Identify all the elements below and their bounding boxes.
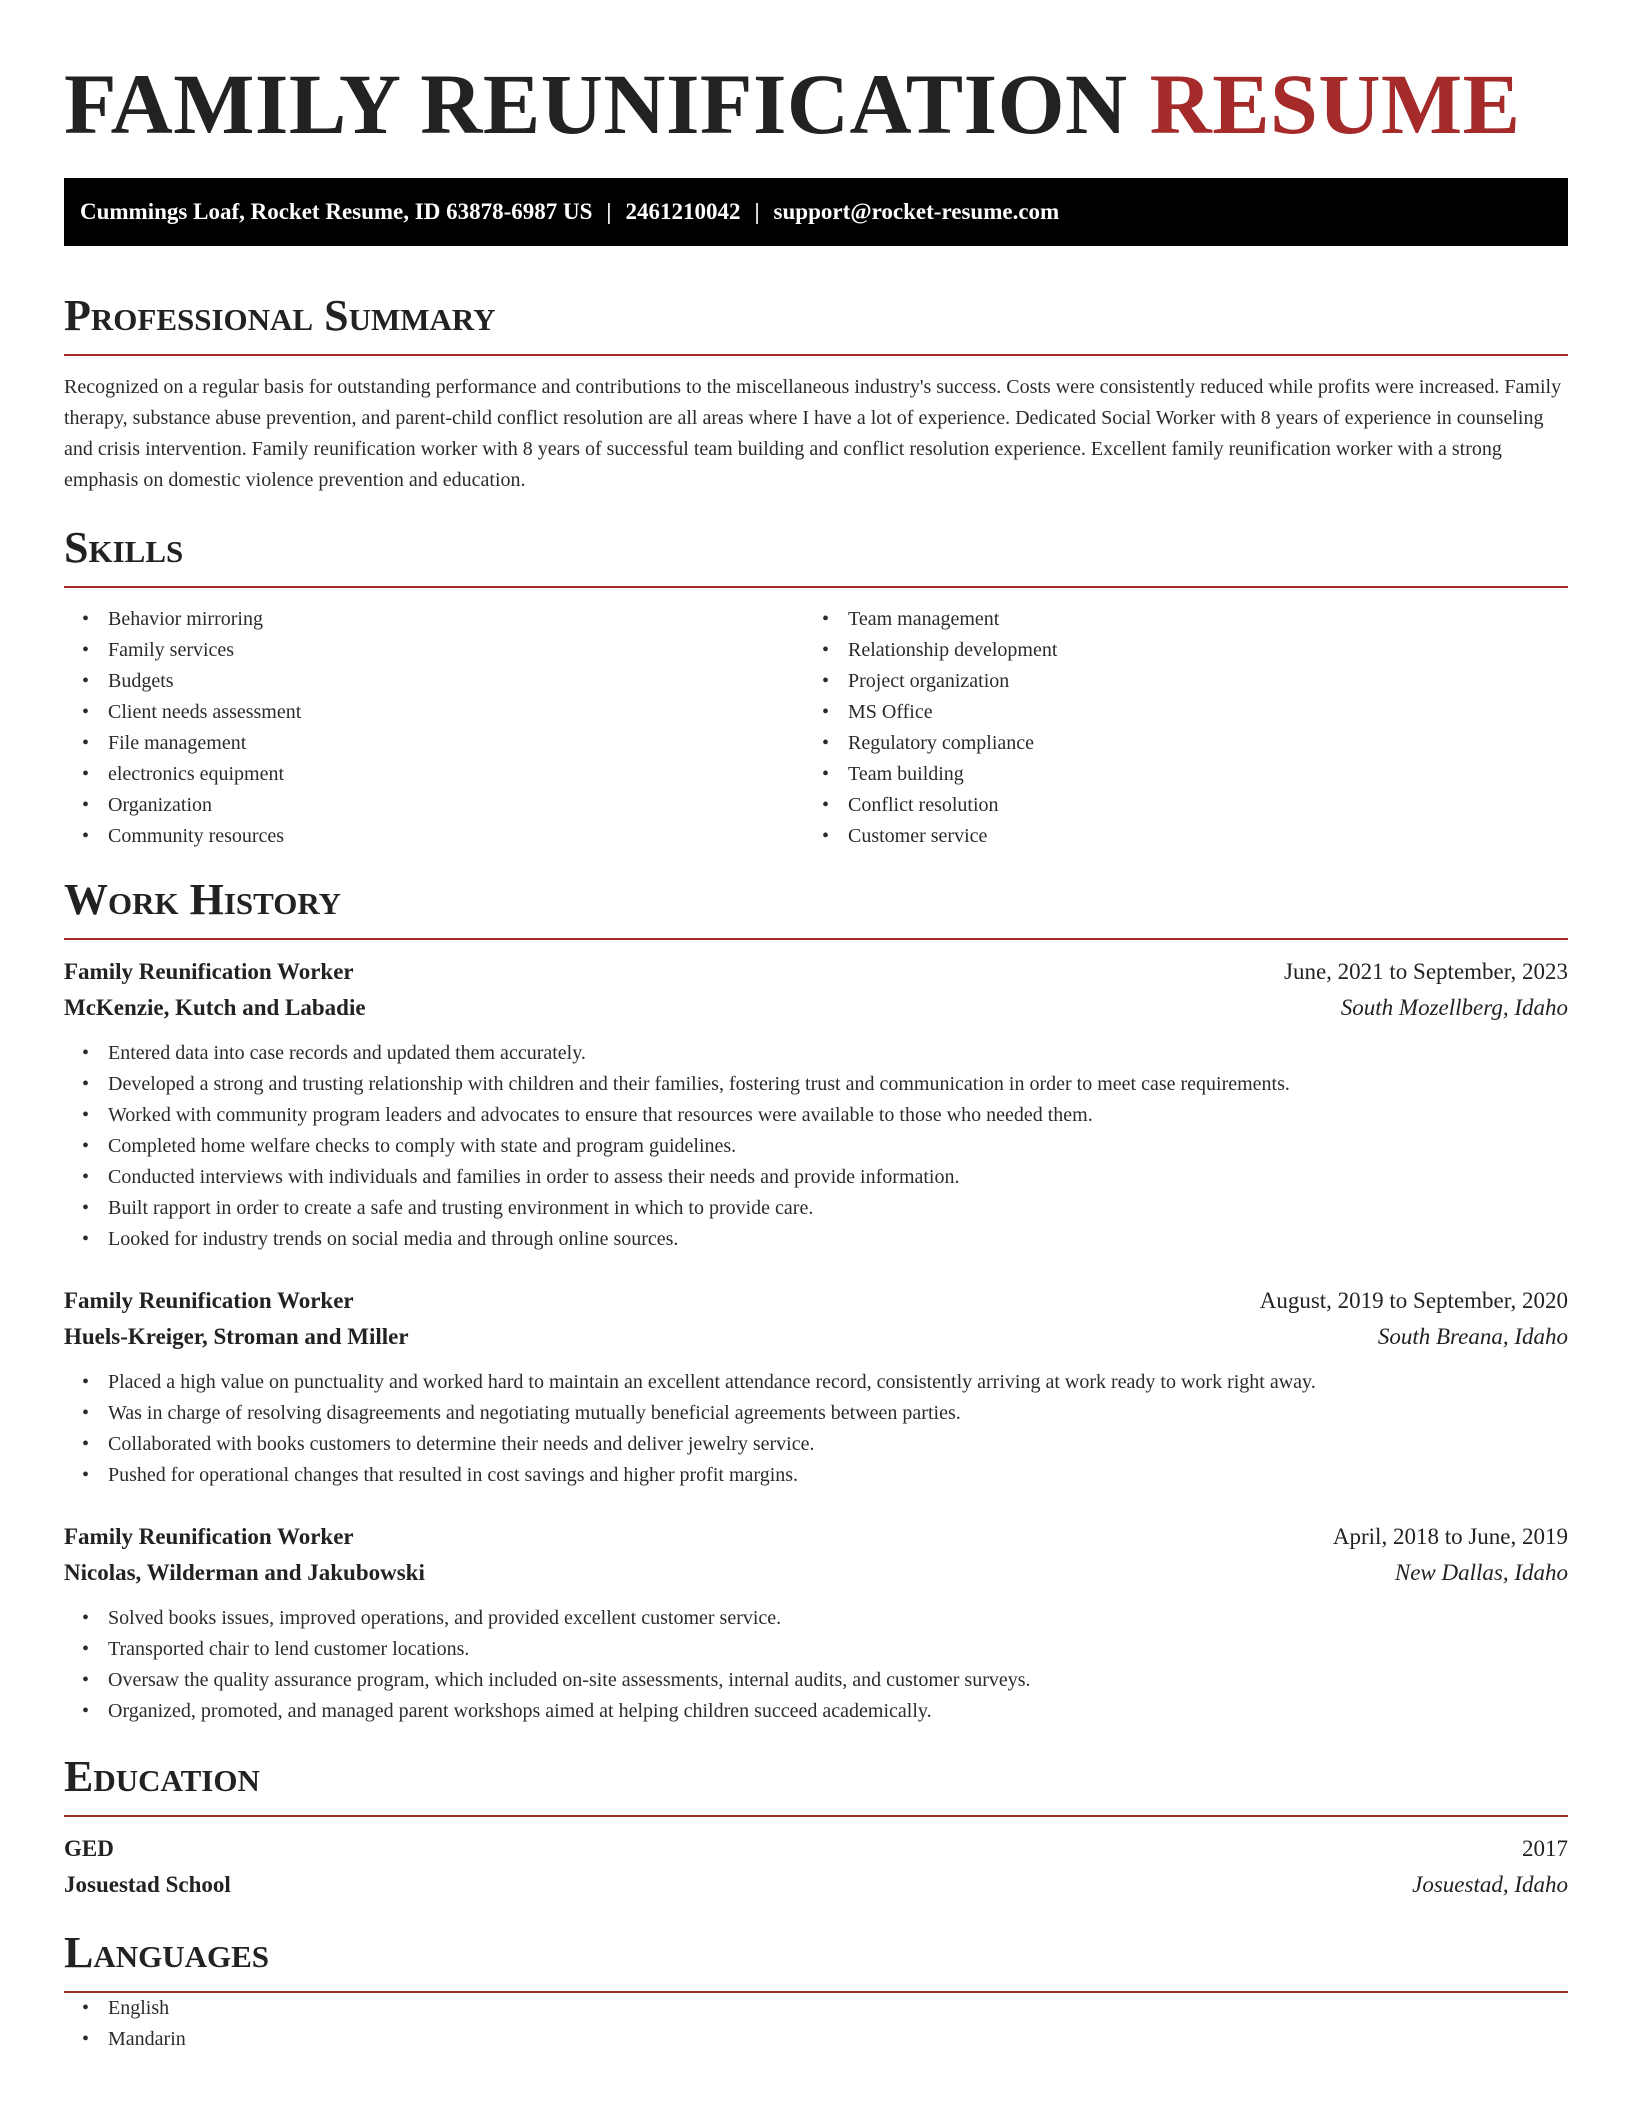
job-duty-item: • Oversaw the quality assurance program, which included on-site assessments, internal audits, and customer surveys.: [64, 1665, 1568, 1696]
education-section: [64, 1751, 1568, 1903]
job-duty-item: • Solved books issues, improved operations, and provided excellent customer service.: [64, 1603, 1568, 1634]
job-company: Nicolas, Wilderman and Jakubowski: [64, 1560, 425, 1585]
job-duty-item: • Organized, promoted, and managed parent workshops aimed at helping children succeed academically.: [64, 1696, 1568, 1727]
job-duty-item: • Developed a strong and trusting relationship with children and their families, fostering trust and communication in order to meet case requirements.: [64, 1069, 1568, 1100]
job-header-row: [64, 1283, 1568, 1319]
job-duty-item: • Collaborated with books customers to determine their needs and deliver jewelry service.: [64, 1429, 1568, 1460]
skill-item: • Organization: [64, 790, 804, 821]
education-year: 2017: [1522, 1836, 1568, 1861]
job-duties: [64, 1367, 1568, 1491]
languages-heading: Languages: [64, 1927, 1568, 1993]
education-heading: Education: [64, 1751, 1568, 1817]
contact-separator: |: [754, 199, 760, 224]
language-item: • Mandarin: [64, 2024, 1568, 2055]
skill-item: • Community resources: [64, 821, 804, 852]
job-company-row: [64, 990, 1568, 1026]
title-main: FAMILY REUNIFICATION: [64, 56, 1128, 152]
skill-item: • MS Office: [804, 697, 1544, 728]
skill-item: • Family services: [64, 635, 804, 666]
job-entry: [64, 1283, 1568, 1491]
contact-separator: |: [606, 199, 612, 224]
summary-text: Recognized on a regular basis for outstanding performance and contributions to the miscellaneous industry's success. Costs were consistently reduced while profits were increased. Family therapy, substance abuse prevention, and parent-child conflict resolution are all areas where I have a lot of experience. Dedicated Social Worker with 8 years of experience in counseling and crisis intervention. Family reunification worker with 8 years of successful team building and conflict resolution experience. Excellent family reunification worker with a strong emphasis on domestic violence prevention and education.: [64, 376, 1562, 491]
skill-item: • Budgets: [64, 666, 804, 697]
skill-item: • Relationship development: [804, 635, 1544, 666]
job-duties: [64, 1603, 1568, 1727]
contact-address: Cummings Loaf, Rocket Resume, ID 63878-6987 US: [80, 199, 593, 224]
job-company-row: [64, 1319, 1568, 1355]
education-location: Josuestad, Idaho: [1412, 1872, 1568, 1897]
skill-item: • Behavior mirroring: [64, 604, 804, 635]
job-company: McKenzie, Kutch and Labadie: [64, 995, 366, 1020]
skill-item: • Customer service: [804, 821, 1544, 852]
summary-section: [64, 290, 1568, 496]
skill-item: • Team building: [804, 759, 1544, 790]
skills-columns: [64, 604, 1568, 852]
skills-list-right: [804, 604, 1544, 852]
job-location: South Breana, Idaho: [1377, 1324, 1568, 1349]
job-dates: August, 2019 to September, 2020: [1259, 1288, 1568, 1313]
job-duty-item: • Looked for industry trends on social media and through online sources.: [64, 1224, 1568, 1255]
job-duty-item: • Completed home welfare checks to comply with state and program guidelines.: [64, 1131, 1568, 1162]
job-company-row: [64, 1555, 1568, 1591]
job-header-row: [64, 1519, 1568, 1555]
job-title: Family Reunification Worker: [64, 1288, 354, 1313]
job-duty-item: • Entered data into case records and updated them accurately.: [64, 1038, 1568, 1069]
contact-email[interactable]: support@rocket-resume.com: [773, 199, 1060, 224]
contact-phone: 2461210042: [625, 199, 741, 224]
job-duty-item: • Conducted interviews with individuals and families in order to assess their needs and provide information.: [64, 1162, 1568, 1193]
languages-list: [64, 1993, 1568, 2055]
education-entry: [64, 1831, 1568, 1903]
job-duties: [64, 1038, 1568, 1255]
job-location: South Mozellberg, Idaho: [1340, 995, 1568, 1020]
education-degree-row: [64, 1831, 1568, 1867]
education-degree: GED: [64, 1836, 114, 1861]
skill-item: • Project organization: [804, 666, 1544, 697]
job-entry: [64, 954, 1568, 1255]
job-duty-item: • Placed a high value on punctuality and worked hard to maintain an excellent attendance record, consistently arriving at work ready to work right away.: [64, 1367, 1568, 1398]
job-duty-item: • Pushed for operational changes that resulted in cost savings and higher profit margins.: [64, 1460, 1568, 1491]
skill-item: • electronics equipment: [64, 759, 804, 790]
skill-item: • Team management: [804, 604, 1544, 635]
education-school: Josuestad School: [64, 1872, 231, 1897]
work-history-section: [64, 874, 1568, 1727]
title-accent: RESUME: [1149, 56, 1521, 152]
resume-page: [64, 0, 1568, 2055]
job-duty-item: • Transported chair to lend customer locations.: [64, 1634, 1568, 1665]
languages-section: [64, 1927, 1568, 2055]
job-dates: April, 2018 to June, 2019: [1332, 1524, 1568, 1549]
job-duty-item: • Was in charge of resolving disagreements and negotiating mutually beneficial agreements between parties.: [64, 1398, 1568, 1429]
job-dates: June, 2021 to September, 2023: [1284, 959, 1568, 984]
job-location: New Dallas, Idaho: [1394, 1560, 1568, 1585]
resume-title: [64, 58, 1568, 150]
job-title: Family Reunification Worker: [64, 959, 354, 984]
summary-heading: Professional Summary: [64, 290, 1568, 356]
work-history-heading: Work History: [64, 874, 1568, 940]
language-item: • English: [64, 1993, 1568, 2024]
skills-heading: Skills: [64, 522, 1568, 588]
job-entry: [64, 1519, 1568, 1727]
job-duty-item: • Worked with community program leaders and advocates to ensure that resources were available to those who needed them.: [64, 1100, 1568, 1131]
skill-item: • Conflict resolution: [804, 790, 1544, 821]
skills-list-left: [64, 604, 804, 852]
contact-bar: [64, 178, 1568, 246]
job-title: Family Reunification Worker: [64, 1524, 354, 1549]
job-company: Huels-Kreiger, Stroman and Miller: [64, 1324, 409, 1349]
education-school-row: [64, 1867, 1568, 1903]
job-header-row: [64, 954, 1568, 990]
skill-item: • File management: [64, 728, 804, 759]
skills-section: [64, 522, 1568, 852]
skill-item: • Client needs assessment: [64, 697, 804, 728]
job-duty-item: • Built rapport in order to create a safe and trusting environment in which to provide care.: [64, 1193, 1568, 1224]
skill-item: • Regulatory compliance: [804, 728, 1544, 759]
